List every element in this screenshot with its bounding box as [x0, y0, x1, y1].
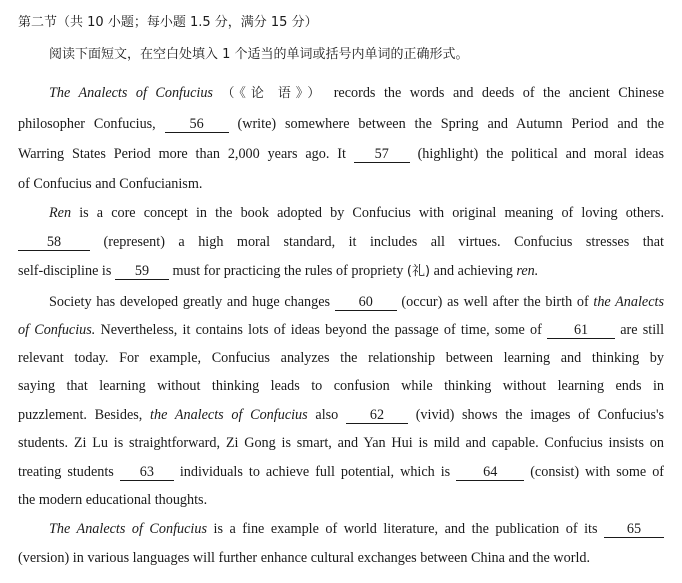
p2-text: and achieving: [433, 263, 513, 279]
blank-63[interactable]: 63: [120, 464, 174, 481]
ren-term: Ren: [49, 205, 72, 221]
blank-58[interactable]: 58: [18, 234, 90, 251]
p1-line-4: of Confucius and Confucianism.: [18, 176, 203, 192]
p3-line-8: the modern educational thoughts.: [18, 492, 208, 508]
p1-text: Warring States Period more than 2,000 years ago. It: [18, 146, 346, 162]
p1-line-2: [18, 114, 664, 134]
p3-text: treating students: [18, 464, 114, 480]
p2-line-3: [18, 261, 664, 282]
p3-line-2: [18, 320, 664, 340]
book-title: The Analects of Confucius: [49, 521, 207, 537]
blank-56[interactable]: 56: [165, 116, 229, 133]
p3-text: puzzlement. Besides,: [18, 407, 143, 423]
p1-text: (highlight) the political and moral ideas: [417, 146, 664, 162]
book-title: of Confucius.: [18, 322, 96, 338]
blank-61[interactable]: 61: [547, 322, 615, 339]
section-title: 第二节: [18, 15, 58, 30]
p3-line-6: students. Zi Lu is straightforward, Zi Gong is smart, and Yan Hui is mild and capable. Confucius insists on: [18, 435, 664, 451]
p3-text: Society has developed greatly and huge changes: [49, 294, 331, 310]
blank-57[interactable]: 57: [354, 146, 410, 163]
blank-59[interactable]: 59: [115, 263, 169, 280]
p2-line-2: [18, 232, 664, 252]
p3-line-5: [18, 405, 664, 425]
instruction-text: 阅读下面短文，在空白处填入 1 个适当的单词或括号内单词的正确形式。: [49, 47, 469, 62]
book-title: the Analects of Confucius: [150, 407, 308, 423]
p3-text: individuals to achieve full potential, which is: [179, 464, 451, 480]
p3-line-4: saying that learning without thinking leads to confusion while thinking without learning ends in: [18, 378, 664, 394]
ren-term: ren.: [516, 263, 539, 279]
p3-text: also: [315, 407, 339, 423]
section-header: [18, 13, 664, 33]
p3-text: (occur) as well after the birth of: [401, 294, 589, 310]
p2-line-1: [49, 203, 664, 223]
p1-line-1: [49, 83, 664, 104]
p2-text: must for practicing the rules of propriety: [172, 263, 404, 279]
li-cn: (礼): [406, 264, 431, 279]
p3-text: (consist) with some of: [530, 464, 665, 480]
book-title-cn: （《论 语》）: [221, 86, 326, 101]
p3-text: are still: [620, 322, 665, 338]
blank-62[interactable]: 62: [346, 407, 408, 424]
p3-text: (vivid) shows the images of Confucius's: [415, 407, 665, 423]
section-detail: （共 10 小题；每小题 1.5 分，满分 15 分）: [57, 15, 318, 30]
p1-text: philosopher Confucius,: [18, 116, 156, 132]
book-title: The Analects of Confucius: [49, 85, 213, 101]
p3-line-1: [49, 292, 664, 312]
p3-line-7: [18, 462, 664, 482]
p1-line-3: [18, 144, 664, 164]
blank-60[interactable]: 60: [335, 294, 397, 311]
blank-64[interactable]: 64: [456, 464, 524, 481]
blank-65[interactable]: 65: [604, 521, 664, 538]
p4-line-2: (version) in various languages will further enhance cultural exchanges between China and the world.: [18, 550, 591, 566]
p2-text: is a core concept in the book adopted by Confucius with original meaning of loving others.: [79, 205, 664, 221]
p3-line-3: relevant today. For example, Confucius analyzes the relationship between learning and thinking by: [18, 350, 664, 366]
p2-text: self-discipline is: [18, 263, 112, 279]
p4-line-1: [49, 519, 664, 539]
book-title: the Analects: [593, 294, 664, 310]
p3-text: Nevertheless, it contains lots of ideas beyond the passage of time, some of: [100, 322, 542, 338]
p1-text: records the words and deeds of the ancient Chinese: [333, 85, 665, 101]
p2-text: (represent) a high moral standard, it includes all virtues. Confucius stresses that: [103, 234, 664, 250]
p1-text: (write) somewhere between the Spring and Autumn Period and the: [237, 116, 665, 132]
p4-text: is a fine example of world literature, and the publication of its: [213, 521, 598, 537]
